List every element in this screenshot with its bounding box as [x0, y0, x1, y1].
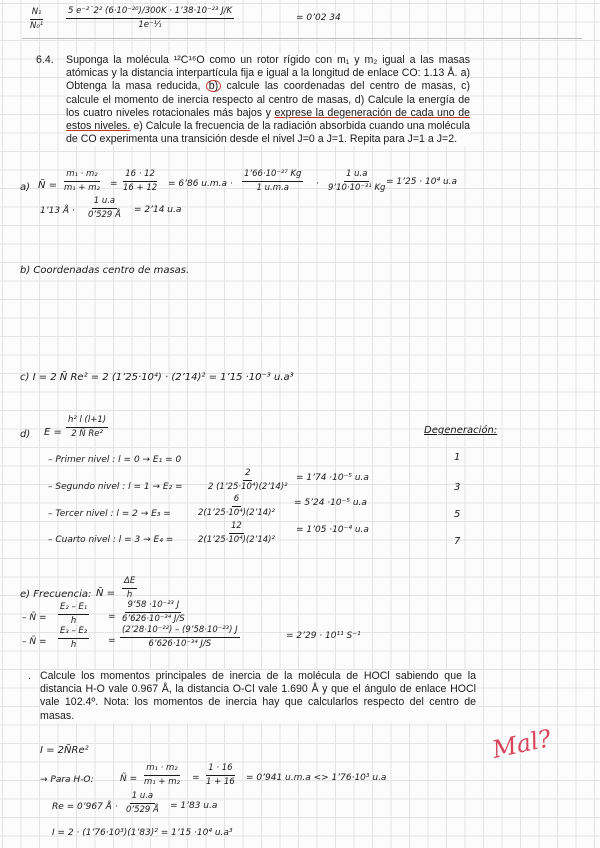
dot: · [316, 179, 319, 189]
part-a-frac1-den: m₁ + m₂ [64, 182, 100, 193]
level-2-fraction [206, 469, 290, 491]
freq-row1-frac2-num: 9’58 ·10⁻²³ J [125, 601, 181, 613]
nu-den: h [126, 589, 133, 600]
level-3-num: 6 [232, 495, 241, 507]
nu-fraction [122, 577, 137, 599]
level-3-deg: 5 [454, 509, 461, 520]
problem-hocl-bullet: . [28, 670, 31, 682]
grading-mark: Mal? [489, 724, 554, 764]
part-a-frac4-num: 1 u.a [344, 170, 369, 182]
part-a-frac5-den: 0’529 Å [88, 209, 121, 220]
top-result: = 0’02 34 [296, 13, 341, 23]
energy-lhs: E = [44, 427, 62, 438]
part-a-frac4-den: 9’10·10⁻³¹ Kg [328, 182, 386, 193]
part-a-frac2 [121, 170, 159, 192]
freq-row2-result: = 2’29 · 10¹¹ S⁻¹ [286, 631, 361, 641]
part-b: b) Coordenadas centro de masas. [20, 265, 190, 276]
freq-row1-frac1-den: h [70, 615, 77, 626]
equals: = [108, 636, 116, 646]
level-4-deg: 7 [454, 536, 461, 547]
part-a-frac3 [242, 170, 303, 192]
freq-row2-frac2-num: (2’28·10⁻²²) – (9’58·10⁻²³) J [120, 626, 240, 638]
energy-numerator: h² l (l+1) [66, 416, 108, 428]
level-2-left: – Segundo nivel : l = 1 → E₂ = [48, 482, 183, 492]
hocl-re: Re = 0’967 Å · [52, 802, 118, 812]
level-3-fraction [196, 495, 277, 517]
part-a-frac2-num: 16 · 12 [123, 170, 157, 182]
part-a-line2-result: = 2’14 u.a [134, 205, 182, 215]
problem-underlined: exprese la degeneración de cada uno de estos niveles. [66, 106, 470, 133]
energy-fraction [66, 416, 108, 438]
freq-row2-frac1 [58, 627, 89, 649]
problem-hocl [28, 670, 476, 723]
level-4-left: – Cuarto nivel : l = 3 → E₄ = [48, 535, 174, 545]
equals: = [192, 773, 200, 783]
hocl-frac2 [204, 764, 237, 786]
part-a-frac3-den: 1 u.m.a [256, 182, 289, 193]
problem-6-4 [36, 54, 470, 146]
level-1-left: – Primer nivel : l = 0 → E₁ = 0 [48, 455, 182, 465]
part-a-frac2-den: 16 + 12 [123, 182, 158, 193]
level-3-den: 2(1’25·10⁴)(2’14)² [198, 507, 275, 518]
hocl-formula: I = 2ÑRe² [40, 745, 89, 756]
part-a-frac1 [62, 170, 102, 192]
part-a-label: a) [20, 182, 31, 193]
level-4-fraction [196, 522, 277, 544]
freq-row2-frac1-num: E₃ – E₂ [58, 627, 89, 639]
freq-row1-frac2 [120, 601, 187, 623]
problem-number: 6.4. [36, 54, 54, 66]
problem-text-part2: calcule las coordenadas del centro de masas, c) calcule el momento de inercia respecto al centro de masas, d) Calcule la energía de los cuatro niveles rotacionales más bajos y [66, 80, 470, 119]
hocl-i-line: I = 2 · (1’76·10³)(1’83)² = 1’15 ·10⁴ u.a³ [52, 828, 233, 838]
hocl-re-den: 0’529 Å [126, 804, 159, 815]
part-a-frac4 [326, 170, 387, 192]
divider [22, 38, 582, 39]
hocl-result: = 0’941 u.m.a <> 1’76·10³ u.a [246, 773, 387, 783]
level-2-den: 2 (1’25·10⁴)(2’14)² [208, 481, 288, 492]
part-d-label: d) [20, 429, 31, 440]
freq-row2-frac2-den: 6’626·10⁻³⁴ J/S [148, 638, 212, 649]
circled-b: b) [206, 80, 221, 92]
hocl-frac1-den: m₁ + m₂ [144, 776, 180, 787]
level-4-result: = 1’05 ·10⁻⁴ u.a [296, 525, 369, 535]
level-2-num: 2 [243, 469, 252, 481]
hocl-para: → Para H-O: [40, 775, 94, 785]
level-1-deg: 1 [454, 452, 461, 463]
ratio-denominator: N₀¹ [30, 20, 44, 31]
freq-row1-frac1-num: E₂ – E₁ [58, 603, 89, 615]
part-e-label: e) Frecuencia: [20, 589, 92, 600]
part-a-line2: 1’13 Å · [40, 206, 75, 216]
hocl-re-result: = 1’83 u.a [170, 801, 218, 811]
hocl-re-num: 1 u.a [130, 792, 155, 804]
problem-text-part3: e) Calcule la frecuencia de la radiación absorbida cuando una molécula de CO experimenta una transición desde el nivel J=0 a J=1. Repita para J=1 a J=2. [66, 120, 470, 146]
freq-row2-frac1-den: h [70, 639, 77, 650]
equals: = [108, 612, 116, 622]
level-2-deg: 3 [454, 482, 461, 493]
part-a-mid: = 6’86 u.m.a · [168, 179, 233, 189]
problem-text [66, 54, 470, 146]
boltzmann-denominator: 1e⁻¹⁄₁ [138, 19, 162, 30]
level-3-result: = 5’24 ·10⁻⁵ u.a [294, 498, 367, 508]
freq-row2-lhs: – Ñ = [22, 637, 47, 647]
boltzmann-fraction [66, 7, 234, 29]
part-c: c) I = 2 Ñ Re² = 2 (1’25·10⁴) · (2’14)² = 1’15 ·10⁻³ u.a³ [20, 372, 294, 383]
hocl-frac1-num: m₁ · m₂ [144, 764, 179, 776]
freq-row1-frac1 [58, 603, 89, 625]
level-3-left: – Tercer nivel : l = 2 → E₃ = [48, 509, 171, 519]
freq-row1-lhs: – Ñ = [22, 613, 47, 623]
problem-hocl-text: Calcule los momentos principales de inercia de la molécula de HOCl sabiendo que la distancia H-O vale 0.967 Å, la distancia O-Cl vale 1.690 Å y que el ángulo de enlace HOCl vale 102.4º. Nota: los momentos de inercia hay que calcularlos respecto del centro de masas. [40, 670, 476, 722]
ratio-numerator: N₁ [30, 8, 44, 20]
freq-row1-frac2-den: 6’626·10⁻³⁴ J/S [122, 613, 185, 624]
ratio-fraction [28, 8, 45, 30]
nu-lhs: Ñ = [96, 588, 116, 599]
part-a-result: = 1’25 · 10⁴ u.a [386, 177, 458, 187]
nu-num: ΔE [122, 577, 137, 589]
freq-row2-frac2 [120, 626, 240, 648]
equals: = [110, 179, 118, 189]
hocl-frac1 [142, 764, 182, 786]
hocl-frac2-num: 1 · 16 [206, 764, 234, 776]
degeneracion-header: Degeneración: [424, 425, 498, 436]
level-4-den: 2(1’25·10⁴)(2’14)² [198, 534, 275, 545]
hocl-frac2-den: 1 + 16 [206, 776, 235, 787]
problem-text-part1: Suponga la molécula ¹²C¹⁶O como un rotor rígido con m₁ y m₂ igual a las masas atómicas y la distancia interpartícula fija e igual a la longitud de enlace CO: 1.13 Å. a) Obtenga la masa reducida, [66, 54, 470, 93]
hocl-re-frac [124, 792, 161, 814]
hocl-mu: Ñ = [120, 774, 138, 784]
level-2-result: = 1’74 ·10⁻⁵ u.a [296, 473, 369, 483]
level-4-num: 12 [229, 522, 244, 534]
boltzmann-numerator: 5 e⁻²˙2² (6·10⁻²⁰)/300K · 1’38·10⁻²³ J/K [66, 7, 234, 19]
part-a-mu: Ñ = [38, 180, 58, 191]
part-a-frac3-num: 1’66·10⁻²⁷ Kg [242, 170, 303, 182]
energy-denominator: 2 Ñ Re² [71, 428, 103, 439]
part-a-frac1-num: m₁ · m₂ [64, 170, 99, 182]
part-a-frac5-num: 1 u.a [92, 197, 117, 209]
part-a-frac5 [86, 197, 123, 219]
